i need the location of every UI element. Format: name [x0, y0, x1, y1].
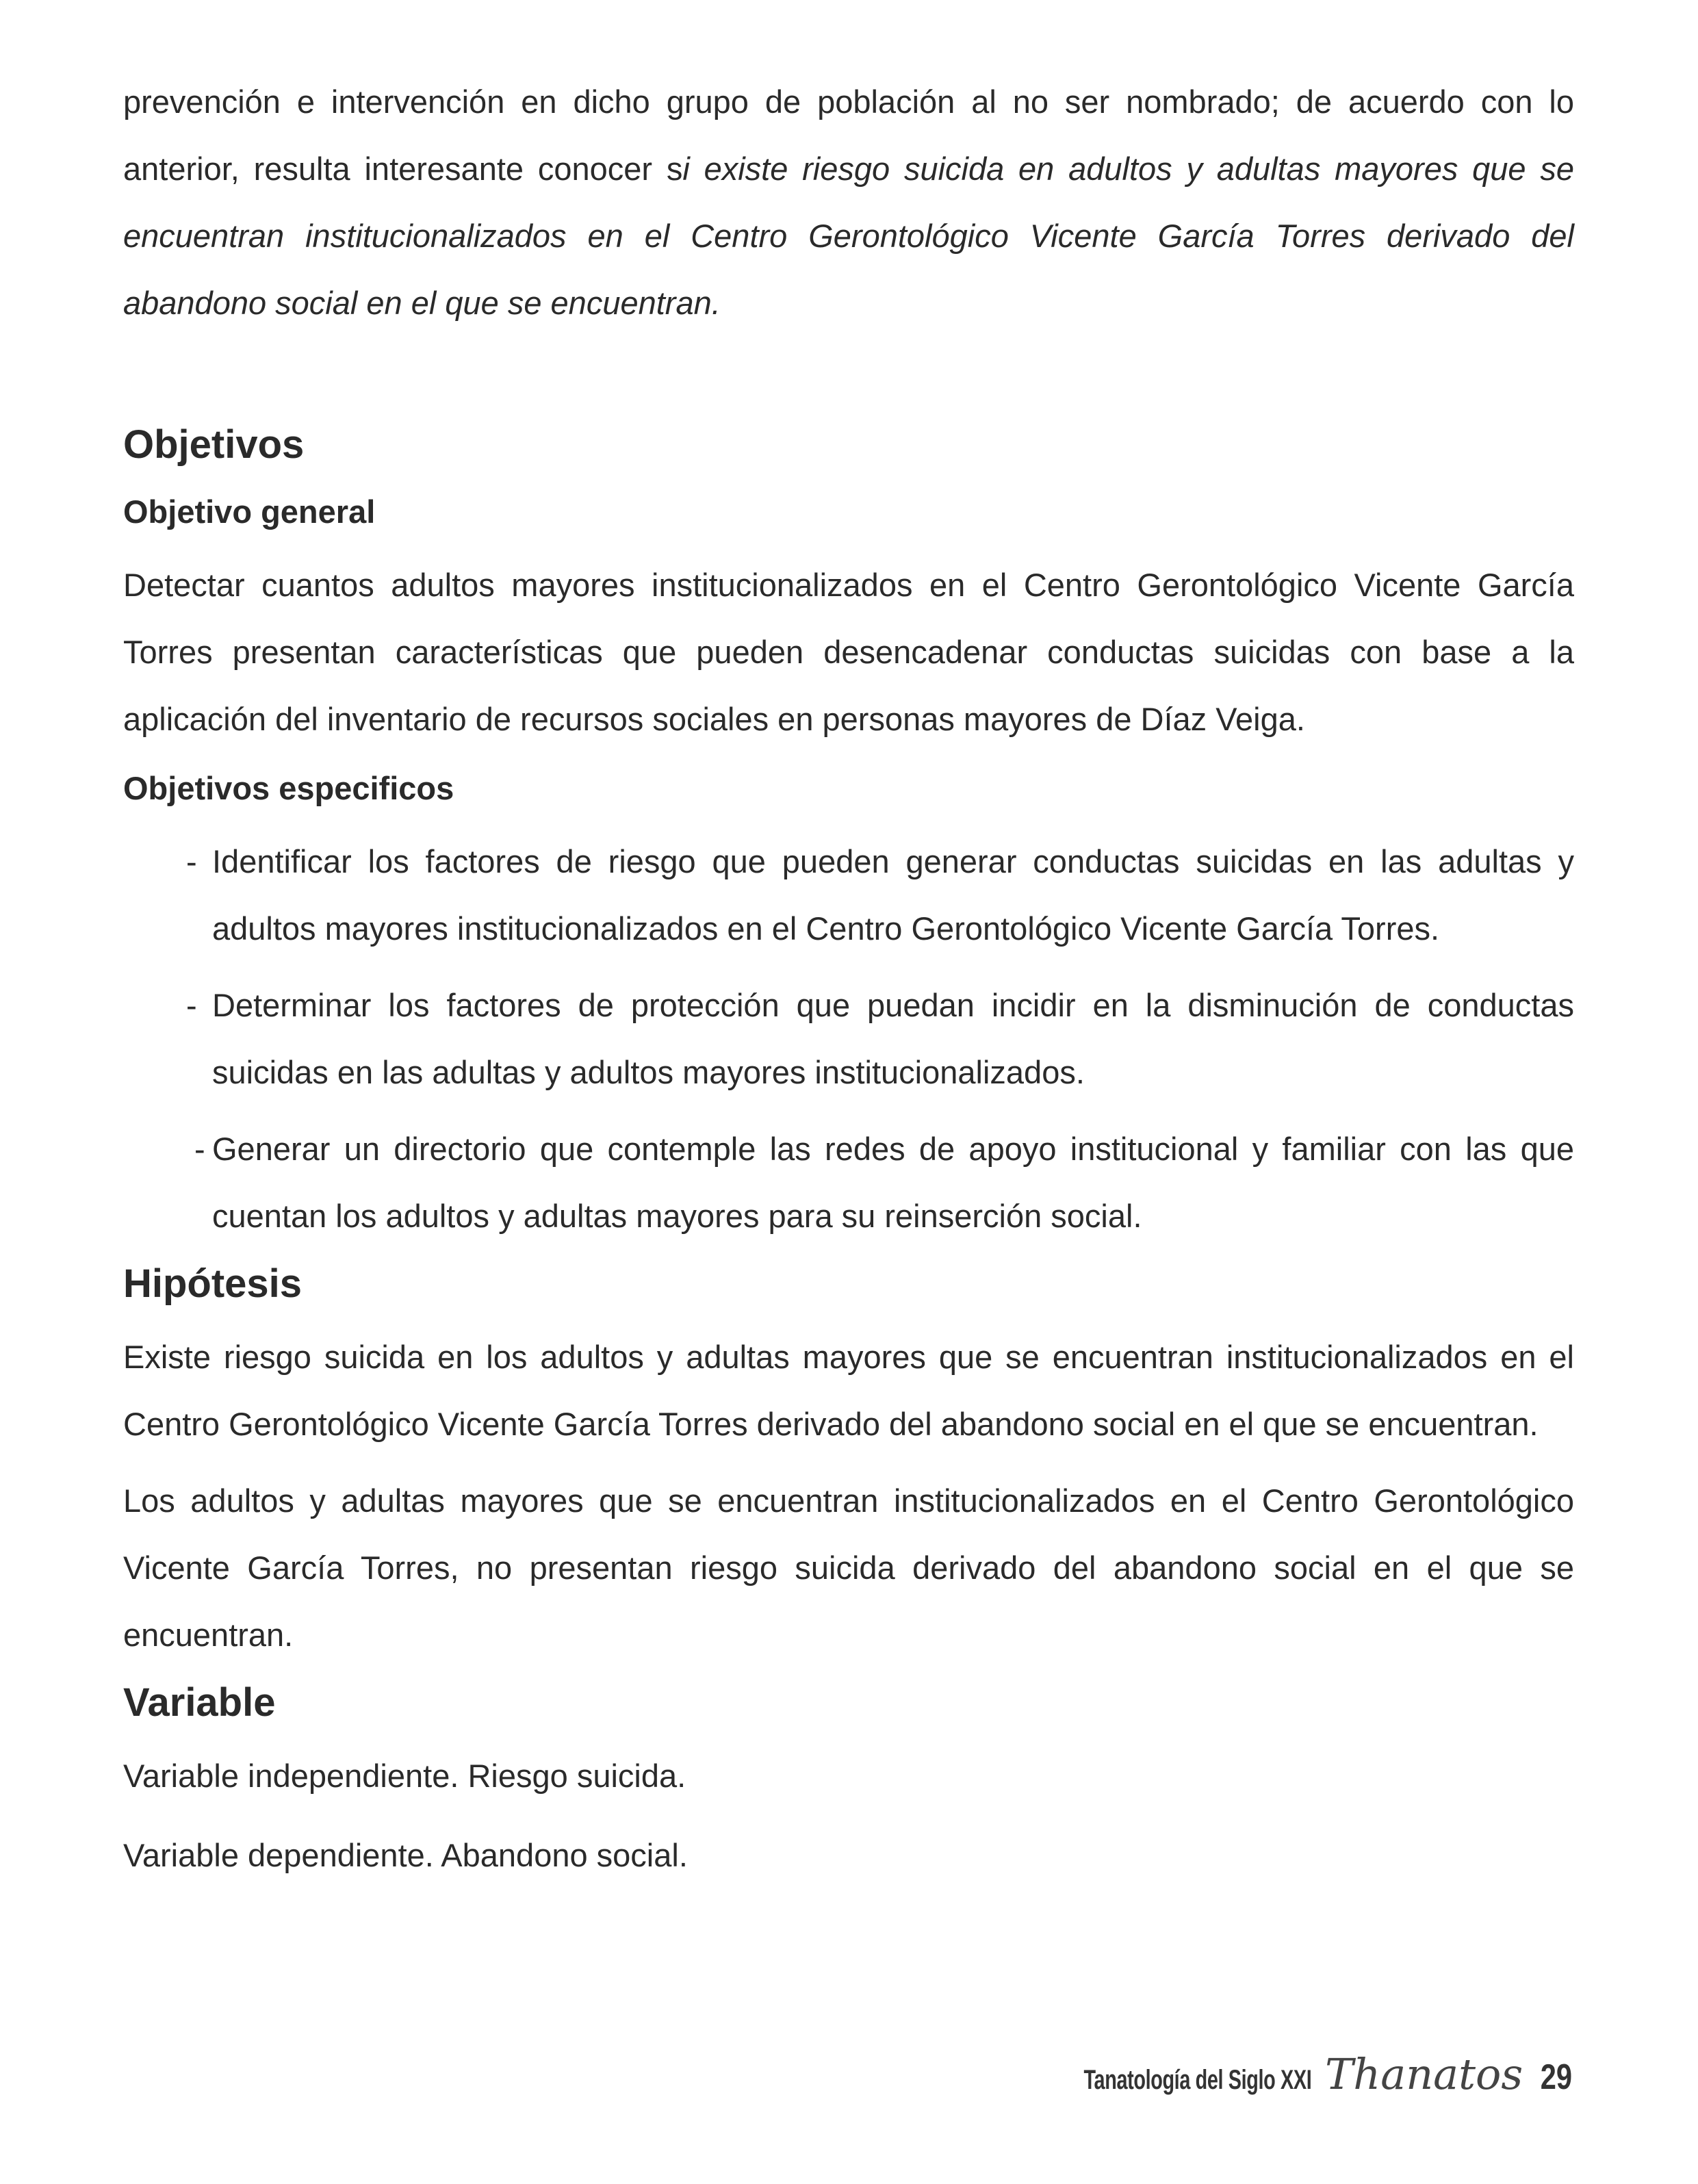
page-number: 29 — [1540, 2057, 1573, 2097]
objetivo-especifico-item: - Determinar los factores de protección que puedan incidir en la disminución de conductas suicidas en las adultas y adultos mayores institucionalizados. — [123, 972, 1574, 1106]
variable-heading: Variable — [123, 1680, 276, 1725]
objetivos-especificos-heading: Objetivos especificos — [123, 770, 454, 806]
variable-independiente: Variable independiente. Riesgo suicida. — [123, 1758, 686, 1794]
intro-italic: i existe riesgo suicida en adultos y adultas mayores que se encuentran institucionalizados en el Centro Gerontológico Vicente García Torres derivado del abandono social en el que se encuentran. — [123, 151, 1574, 321]
hipotesis-heading: Hipótesis — [123, 1261, 303, 1306]
variable-dependiente: Variable dependiente. Abandono social. — [123, 1837, 688, 1873]
objetivo-especifico-item: - Generar un directorio que contemple las redes de apoyo institucional y familiar con las que cuentan los adultos y adultas mayores para su reinserción social. — [123, 1116, 1574, 1250]
page-content — [123, 68, 1574, 1889]
objetivo-general-text: Detectar cuantos adultos mayores institucionalizados en el Centro Gerontológico Vicente García Torres presentan características que pueden desencadenar conductas suicidas con base a la aplicación del inventario de recursos sociales en personas mayores de Díaz Veiga. — [123, 567, 1574, 737]
bullet-dash: - — [186, 987, 197, 1023]
intro-lead: prevención e intervención en dicho grupo de población al no ser nombrado; de acuerdo con lo anterior, resulta interesante conocer s — [123, 83, 1574, 187]
thanatos-logo: Thanatos — [1324, 2049, 1523, 2099]
bullet-dash: - — [194, 1131, 205, 1167]
hipotesis-paragraph-2: Los adultos y adultas mayores que se encuentran institucionalizados en el Centro Gerontológico Vicente García Torres, no presentan riesgo suicida derivado del abandono social en el que se encuentran. — [123, 1482, 1574, 1653]
objetivos-heading: Objetivos — [123, 422, 305, 467]
page-footer — [995, 2049, 1576, 2099]
hipotesis-paragraph-1: Existe riesgo suicida en los adultos y adultas mayores que se encuentran institucionalizados en el Centro Gerontológico Vicente García Torres derivado del abandono social en el que se encuentran. — [123, 1339, 1574, 1442]
bullet-dash: - — [186, 843, 197, 879]
objetivo-especifico-item: - Identificar los factores de riesgo que pueden generar conductas suicidas en las adultas y adultos mayores institucionalizados en el Centro Gerontológico Vicente García Torres. — [123, 828, 1574, 962]
objetivo-general-heading: Objetivo general — [123, 493, 376, 530]
intro-paragraph — [123, 68, 1574, 337]
footer-series-title: Tanatología del Siglo XXI — [1083, 2065, 1311, 2095]
